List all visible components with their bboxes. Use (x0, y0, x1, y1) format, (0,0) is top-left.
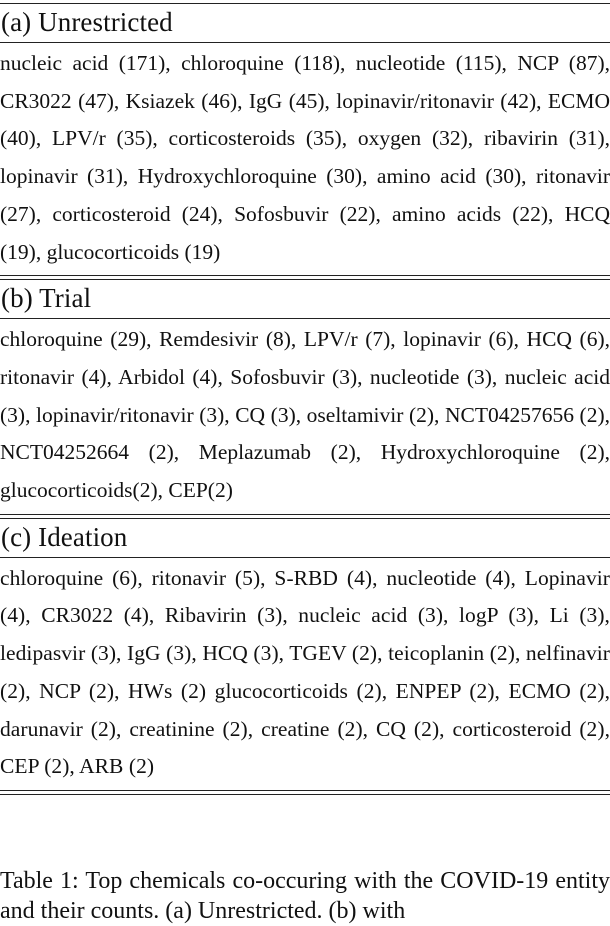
section-body-ideation: chloroquine (6), ritonavir (5), S-RBD (4), nucleotide (4), Lopinavir (4), CR3022 (4), Ribavirin (3), nucleic acid (3), logP (3), Li (3), ledipasvir (3), IgG (3), HCQ (3), TGEV (2), teicoplanin (2), nelfinavir (2), NCP (2), HWs (2) glucocorticoids (2), ENPEP (2), ECMO (2), darunavir (2), creatinine (2), creatine (2), CQ (2), corticosteroid (2), CEP (2), ARB (2) (0, 565, 610, 779)
section-heading-trial: (b) Trial (1, 283, 92, 314)
section-body-unrestricted: nucleic acid (171), chloroquine (118), nucleotide (115), NCP (87), CR3022 (47), Ksiazek (46), IgG (45), lopinavir/ritonavir (42), ECMO (40), LPV/r (35), corticosteroids (35), oxygen (32), ribavirin (31), lopinavir (31), Hydroxychloroquine (30), amino acid (30), ritonavir (27), corticosteroid (24), Sofosbuvir (22), amino acids (22), HCQ (19), glucocorticoids (19) (0, 51, 610, 264)
section-body-trial: chloroquine (29), Remdesivir (8), LPV/r (7), lopinavir (6), HCQ (6), ritonavir (4), Arbidol (4), Sofosbuvir (3), nucleotide (3), nucleic acid (3), lopinavir/ritonavir (3), CQ (3), oseltamivir (2), NCT04257656 (2), NCT04252664 (2), Meplazumab (2), Hydroxychloroquine (2), glucocorticoids(2), CEP(2) (0, 327, 610, 503)
table-caption: Table 1: Top chemicals co-occuring with the COVID-19 entity and their counts. (a) Unrestricted. (b) with (0, 868, 610, 924)
section-heading-unrestricted: (a) Unrestricted (1, 7, 173, 37)
chemicals-table (0, 3, 610, 795)
table-bottom-double-rule (0, 790, 610, 795)
section-heading-ideation: (c) Ideation (1, 521, 128, 552)
